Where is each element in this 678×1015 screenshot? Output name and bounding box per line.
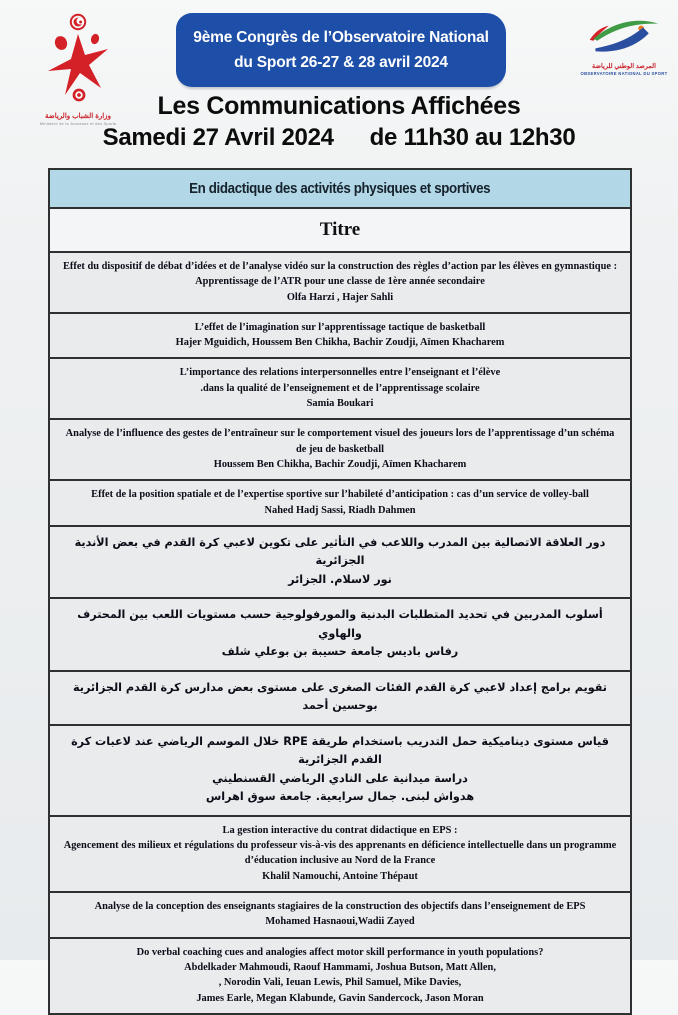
row-line: , Norodin Vali, Ieuan Lewis, Phil Samuel, Mike Davies,: [218, 977, 462, 989]
row-line: Analyse de l’influence des gestes de l’entraîneur sur le comportement visuel des joueurs lors de l’apprentissage d’un schéma de jeu de basketball: [65, 428, 615, 455]
table-row: [50, 670, 630, 724]
table-rows: [50, 253, 630, 1013]
row-line: Hajer Mguidich, Houssem Ben Chikha, Bachir Zoudji, Aïmen Khacharem: [175, 337, 505, 349]
table-row: [50, 815, 630, 891]
table-row: [50, 937, 630, 1013]
row-line: Effet du dispositif de débat d’idées et de l’analyse vidéo sur la construction des règles d’action par les élèves en gymnastique : Apprentissage de l’ATR pour une classe de 1ère année secondaire: [62, 261, 618, 288]
congress-banner: [176, 13, 506, 87]
banner-line-2: du Sport 26-27 & 28 avril 2024: [234, 53, 448, 71]
row-line: Analyse de la conception des enseignants stagiaires de la construction des objectifs dans l’enseignement de EPS: [94, 901, 586, 913]
row-line: بوحسين أحمد: [302, 699, 378, 713]
row-line: L’effet de l’imagination sur l’apprentissage tactique de basketball: [194, 321, 486, 333]
session-datetime: [0, 124, 678, 152]
row-line: Olfa Harzi , Hajer Sahli: [286, 291, 394, 303]
column-header-titre: Titre: [50, 209, 630, 253]
observatory-caption-french: OBSERVATOIRE NATIONAL DU SPORT: [580, 71, 668, 76]
poster-header: [0, 0, 678, 168]
row-line: Khalil Namouchi, Antoine Thépaut: [262, 870, 418, 882]
row-line: Effet de la position spatiale et de l’expertise sportive sur l’habileté d’anticipation : cas d’un service de volley-ball: [91, 489, 589, 501]
row-line: Agencement des milieux et régulations du professeur vis-à-vis des apprenants en déficience intellectuelle dans un programme d’éducation inclusive au Nord de la France: [63, 840, 617, 867]
table-row: [50, 891, 630, 937]
table-row: [50, 418, 630, 479]
row-line: رفاس باديس جامعة حسيبة بن بوعلي شلف: [221, 645, 459, 659]
observatory-logo: [580, 16, 668, 77]
row-line: نور لاسلام. الجزائر: [288, 572, 392, 586]
table-row: [50, 312, 630, 358]
table-row: [50, 525, 630, 598]
session-time: de 11h30 au 12h30: [369, 124, 576, 151]
table-row: [50, 724, 630, 815]
banner-line-1: 9ème Congrès de l’Observatoire National: [193, 28, 489, 46]
table-row: [50, 479, 630, 525]
row-line: L’importance des relations interpersonnelles entre l’enseignant et l’élève: [179, 367, 501, 379]
row-line: قياس مستوى ديناميكية حمل التدريب باستخدام طريقة RPE خلال الموسم الرياضي عند لاعبات كرة القدم الجزائرية: [71, 734, 609, 767]
ministry-caption-sub: Ministère de la Jeunesse et des Sports: [39, 121, 117, 126]
ministry-caption-arabic: وزارة الشباب والرياضة: [45, 113, 111, 120]
table-row: [50, 253, 630, 312]
row-line: دور العلاقة الاتصالية بين المدرب واللاعب في التأثير على تكوين لاعبي كرة القدم في بعض الأندية الجزائرية: [74, 535, 606, 568]
row-line: James Earle, Megan Klabunde, Gavin Sandercock, Jason Moran: [196, 992, 484, 1004]
row-line: .dans la qualité de l’enseignement et de l’apprentissage scolaire: [200, 382, 480, 394]
row-line: Houssem Ben Chikha, Bachir Zoudji, Aïmen Khacharem: [213, 458, 467, 470]
row-line: Mohamed Hasnaoui,Wadii Zayed: [265, 916, 415, 928]
row-line: أسلوب المدربين في تحديد المتطلبات البدنية والمورفولوجية حسب مستويات اللعب بين المحترف والهاوي: [77, 608, 603, 640]
session-theme-label: En didactique des activités physiques et sportives: [189, 181, 491, 197]
table-row: [50, 597, 630, 670]
row-line: Samia Boukari: [306, 398, 374, 410]
row-line: تقويم برامج إعداد لاعبي كرة القدم الفئات الصغرى على مستوى بعض مدارس كرة القدم الجزائرية: [72, 680, 608, 694]
table-row: [50, 357, 630, 418]
row-line: Nahed Hadj Sassi, Riadh Dahmen: [264, 504, 416, 516]
row-line: دراسة ميدانية على النادي الرياضي القسنطيني: [212, 771, 468, 785]
row-line: Do verbal coaching cues and analogies affect motor skill performance in youth populations?: [136, 946, 544, 958]
row-line: Abdelkader Mahmoudi, Raouf Hammami, Joshua Butson, Matt Allen,: [184, 961, 496, 973]
observatory-swoosh-icon: [584, 16, 664, 58]
communications-table: [48, 168, 632, 1015]
page-title: Les Communications Affichées: [157, 92, 521, 120]
row-line: La gestion interactive du contrat didactique en EPS :: [222, 824, 458, 836]
session-theme-header: [50, 170, 630, 209]
row-line: هدواش لبنى. جمال سرايعية. جامعة سوق اهراس: [205, 790, 475, 804]
session-date: Samedi 27 Avril 2024: [102, 124, 334, 151]
observatory-caption-arabic: المرصد الوطني للرياضة: [592, 63, 656, 70]
